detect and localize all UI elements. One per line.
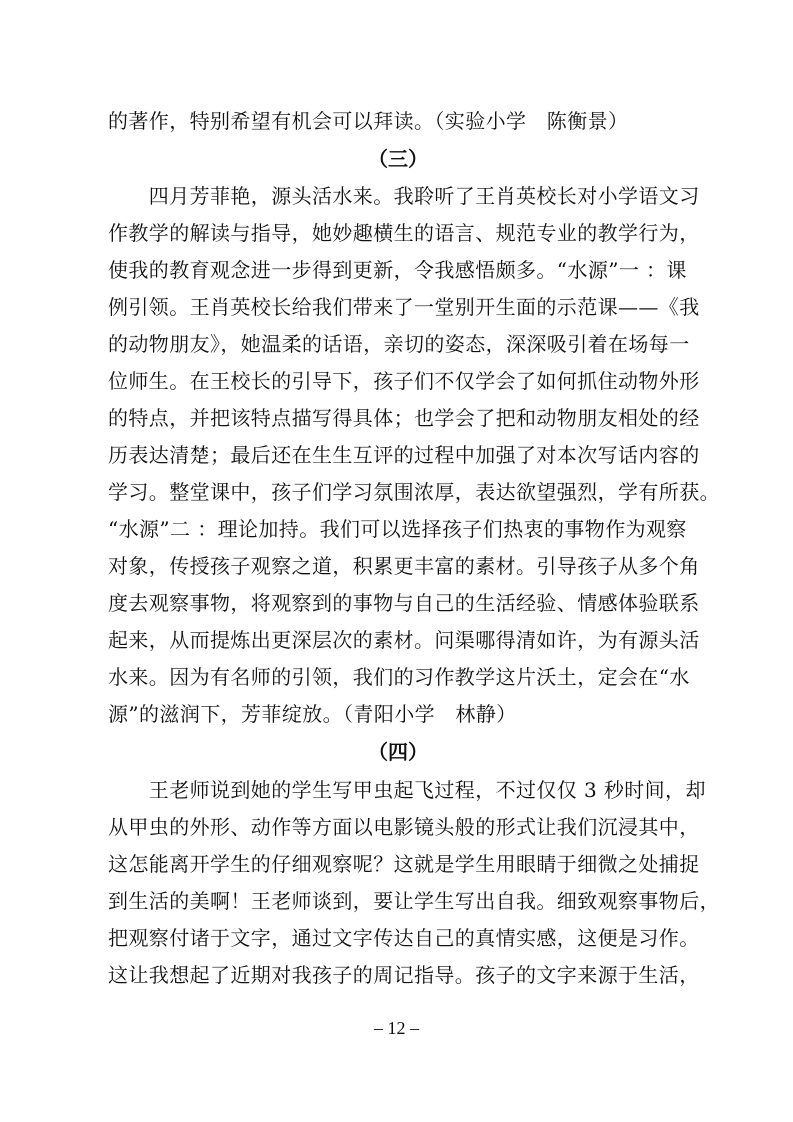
paragraph-line: 的动物朋友》，她温柔的话语，亲切的姿态，深深吸引着在场每一 (108, 332, 690, 356)
paragraph-line: 历表达清楚；最后还在生生互评的过程中加强了对本次写话内容的 (108, 443, 700, 467)
paragraph-line: 水来。因为有名师的引领，我们的习作教学这片沃土，定会在“水 (108, 665, 690, 689)
paragraph-line: 把观察付诸于文字，通过文字传达自己的真情实感，这便是习作。 (108, 926, 700, 950)
paragraph-line: 从甲虫的外形、动作等方面以电影镜头般的形式让我们沉浸其中， (108, 815, 700, 839)
page-number: – 12 – (374, 1018, 419, 1038)
paragraph-line: 的特点，并把该特点描写得具体；也学会了把和动物朋友相处的经 (108, 406, 700, 430)
paragraph-line: 学习。整堂课中，孩子们学习氛围浓厚，表达欲望强烈，学有所获。 (108, 480, 720, 504)
paragraph-line: 度去观察事物，将观察到的事物与自己的生活经验、情感体验联系 (108, 591, 700, 615)
paragraph-line: 对象，传授孩子观察之道，积累更丰富的素材。引导孩子从多个角 (108, 554, 700, 578)
section-heading-4: （四） (368, 740, 428, 764)
paragraph-line: 例引领。王肖英校长给我们带来了一堂别开生面的示范课——《我 (108, 295, 700, 319)
paragraph-line: 这让我想起了近期对我孩子的周记指导。孩子的文字来源于生活， (108, 963, 700, 987)
paragraph-line: 起来，从而提炼出更深层次的素材。问渠哪得清如许，为有源头活 (108, 628, 700, 652)
paragraph-line: 这怎能离开学生的仔细观察呢？这就是学生用眼睛于细微之处捕捉 (108, 852, 700, 876)
paragraph-line: “水源”二 ：理论加持。我们可以选择孩子们热衷的事物作为观察 (108, 517, 687, 541)
paragraph-line: 的著作，特别希望有机会可以拜读。（实验小学 陈衡景） (108, 109, 629, 133)
paragraph-line: 王老师说到她的学生写甲虫起飞过程，不过仅仅 3 秒时间，却 (108, 778, 706, 802)
paragraph-line: 作教学的解读与指导，她妙趣横生的语言、规范专业的教学行为， (108, 221, 700, 245)
section-heading-3: （三） (368, 147, 428, 171)
paragraph-line: 到生活的美啊！王老师谈到，要让学生写出自我。细致观察事物后， (108, 889, 720, 913)
paragraph-line: 四月芳菲艳，源头活水来。我聆听了王肖英校长对小学语文习 (108, 184, 700, 208)
paragraph-line: 使我的教育观念进一步得到更新，令我感悟颇多。“水源”一 ：课 (108, 258, 687, 282)
paragraph-line: 位师生。在王校长的引导下，孩子们不仅学会了如何抓住动物外形 (108, 369, 700, 393)
paragraph-line: 源”的滋润下，芳菲绽放。（青阳小学 林静） (108, 702, 517, 726)
